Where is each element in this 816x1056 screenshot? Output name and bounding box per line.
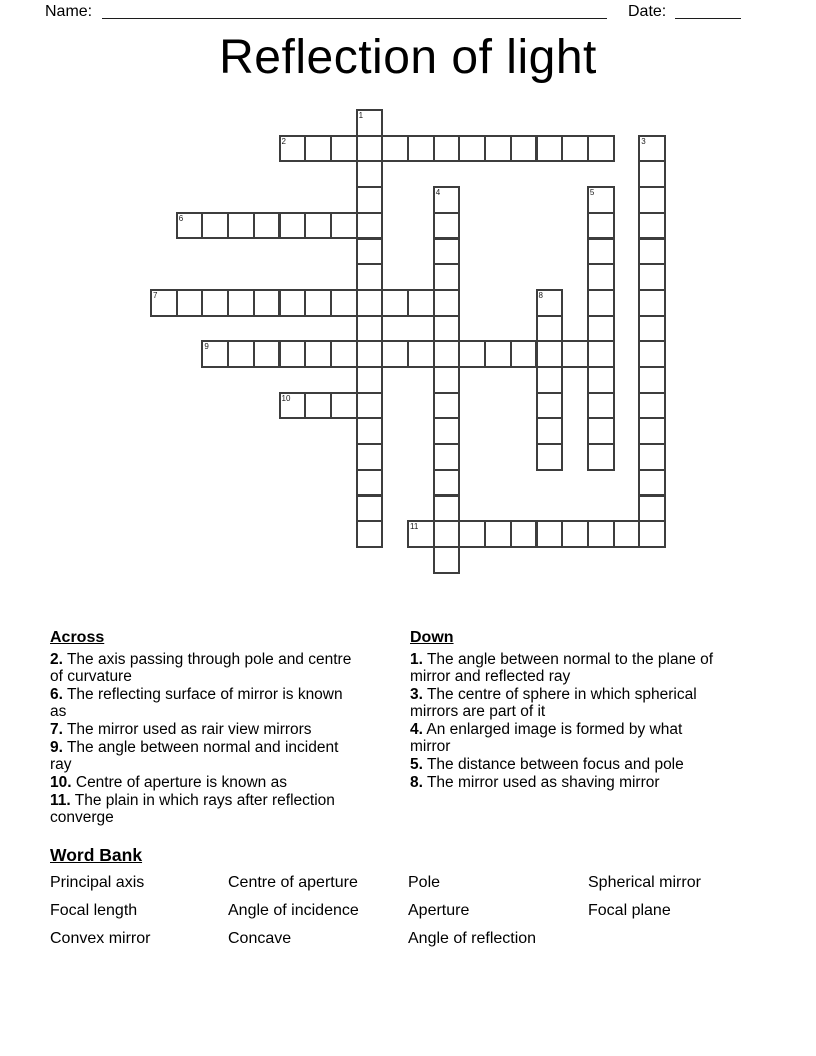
clue: 1. The angle between normal to the plane of mirror and reflected ray	[410, 651, 714, 685]
cell-number: 8	[538, 290, 543, 300]
down-clue-list	[410, 651, 766, 791]
word-bank-item: Concave	[228, 930, 292, 947]
crossword-cell	[587, 212, 615, 240]
crossword-cell	[279, 392, 307, 420]
clue: 6. The reflecting surface of mirror is known as	[50, 686, 343, 720]
crossword-cell	[304, 212, 332, 240]
crossword-cell	[227, 289, 255, 317]
word-bank-item: Angle of incidence	[228, 902, 359, 919]
crossword-cell	[356, 212, 384, 240]
crossword-cell	[407, 135, 435, 163]
clue-number: 8.	[410, 774, 423, 791]
crossword-cell	[356, 392, 384, 420]
word-bank-heading: Word Bank	[50, 845, 143, 865]
crossword-cell	[381, 135, 409, 163]
crossword-cell	[433, 289, 461, 317]
clue: 7. The mirror used as rair view mirrors	[50, 721, 312, 738]
crossword-cell	[613, 520, 641, 548]
crossword-cell	[536, 443, 564, 471]
crossword-cell	[510, 135, 538, 163]
crossword-cell	[536, 392, 564, 420]
crossword-cell	[356, 443, 384, 471]
crossword-cell	[638, 186, 666, 214]
crossword-cell	[638, 495, 666, 523]
clue-number: 6.	[50, 686, 63, 703]
across-clues-section	[50, 628, 400, 827]
crossword-cell	[330, 340, 358, 368]
crossword-cell	[587, 520, 615, 548]
clue: 2. The axis passing through pole and centre of curvature	[50, 651, 352, 685]
crossword-cell	[638, 340, 666, 368]
crossword-cell	[201, 212, 229, 240]
clue-number: 3.	[410, 686, 423, 703]
crossword-cell	[458, 340, 486, 368]
crossword-cell	[638, 315, 666, 343]
across-clue-list	[50, 651, 400, 826]
crossword-cell	[304, 289, 332, 317]
crossword-cell	[484, 135, 512, 163]
crossword-cell	[536, 340, 564, 368]
crossword-cell	[638, 135, 666, 163]
clue: 11. The plain in which rays after reflection converge	[50, 792, 335, 826]
crossword-cell	[407, 289, 435, 317]
word-bank-grid	[50, 869, 701, 953]
crossword-cell	[330, 135, 358, 163]
clue: 9. The angle between normal and incident ray	[50, 739, 339, 773]
crossword-cell	[433, 315, 461, 343]
cell-number: 1	[358, 111, 364, 120]
crossword-cell	[587, 366, 615, 394]
crossword-cell	[638, 212, 666, 240]
crossword-cell	[356, 366, 384, 394]
crossword-cell	[176, 289, 204, 317]
crossword-cell	[587, 263, 615, 291]
cell-number: 5	[589, 188, 595, 198]
crossword-cell	[484, 520, 512, 548]
crossword-cell	[458, 135, 486, 163]
crossword-cell	[561, 340, 589, 368]
crossword-cell	[330, 289, 358, 317]
crossword-cell	[279, 135, 307, 163]
crossword-cell	[638, 263, 666, 291]
word-bank-item: Principal axis	[50, 874, 145, 891]
crossword-cell	[561, 520, 589, 548]
crossword-cell	[433, 366, 461, 394]
cell-number: 11	[410, 522, 419, 532]
word-bank-item: Focal plane	[588, 902, 671, 919]
crossword-cell	[304, 135, 332, 163]
crossword-cell	[356, 417, 384, 445]
crossword-cell	[433, 417, 461, 445]
clue-number: 7.	[50, 721, 63, 738]
crossword-cell	[536, 366, 564, 394]
word-bank-item: Centre of aperture	[228, 874, 358, 891]
clue-number: 5.	[410, 756, 423, 773]
clue-number: 2.	[50, 651, 63, 668]
crossword-cell	[356, 315, 384, 343]
clue: 5. The distance between focus and pole	[410, 756, 684, 773]
crossword-cell	[587, 315, 615, 343]
crossword-cell	[330, 212, 358, 240]
crossword-cell	[356, 289, 384, 317]
crossword-cell	[433, 238, 461, 266]
crossword-cell	[407, 520, 435, 548]
crossword-cell	[304, 392, 332, 420]
crossword-cell	[433, 546, 461, 574]
clue-number: 10.	[50, 774, 72, 791]
crossword-cell	[201, 340, 229, 368]
word-bank-item: Angle of reflection	[408, 930, 537, 947]
crossword-cell	[536, 520, 564, 548]
crossword-cell	[536, 135, 564, 163]
crossword-cell	[227, 212, 255, 240]
crossword-cell	[510, 520, 538, 548]
name-label: Name:	[45, 3, 93, 20]
crossword-cell	[356, 186, 384, 214]
crossword-cell	[381, 340, 409, 368]
crossword-cell	[433, 392, 461, 420]
crossword-cell	[356, 160, 384, 188]
crossword-cell	[176, 212, 204, 240]
word-bank-item: Pole	[408, 874, 441, 891]
crossword-cell	[356, 469, 384, 497]
word-bank-item: Aperture	[408, 902, 470, 919]
crossword-cell	[638, 469, 666, 497]
clue-number: 11.	[50, 792, 71, 809]
crossword-cell	[433, 263, 461, 291]
crossword-cell	[433, 135, 461, 163]
crossword-cell	[330, 392, 358, 420]
crossword-cell	[587, 289, 615, 317]
crossword-cell	[356, 109, 384, 137]
clue: 8. The mirror used as shaving mirror	[410, 774, 660, 791]
clue: 4. An enlarged image is formed by what mirror	[410, 721, 683, 755]
crossword-cell	[638, 366, 666, 394]
crossword-cell	[536, 289, 564, 317]
crossword-cell	[433, 443, 461, 471]
crossword-cell	[253, 212, 281, 240]
crossword-cell	[587, 340, 615, 368]
crossword-cell	[638, 417, 666, 445]
crossword-cell	[536, 315, 564, 343]
clue: 3. The centre of sphere in which spherical mirrors are part of it	[410, 686, 697, 720]
cell-number: 10	[281, 393, 291, 403]
crossword-cell	[356, 135, 384, 163]
crossword-cell	[638, 160, 666, 188]
word-bank-item: Convex mirror	[50, 930, 151, 947]
crossword-cell	[510, 340, 538, 368]
crossword-cell	[253, 340, 281, 368]
crossword-cell	[638, 289, 666, 317]
word-bank-empty-slot	[588, 925, 701, 953]
cell-number: 6	[178, 213, 184, 223]
crossword-cell	[407, 340, 435, 368]
down-clues-section	[410, 628, 766, 792]
crossword-cell	[433, 212, 461, 240]
crossword-cell	[279, 340, 307, 368]
crossword-cell	[356, 238, 384, 266]
crossword-cell	[356, 495, 384, 523]
crossword-cell	[433, 340, 461, 368]
crossword-cell	[536, 417, 564, 445]
date-label: Date:	[628, 3, 667, 20]
crossword-cell	[638, 443, 666, 471]
across-heading: Across	[50, 629, 105, 646]
crossword-cell	[587, 186, 615, 214]
crossword-cell	[638, 392, 666, 420]
crossword-cell	[561, 135, 589, 163]
cell-number: 7	[153, 290, 158, 300]
crossword-cell	[433, 186, 461, 214]
crossword-cell	[433, 520, 461, 548]
crossword-cell	[433, 495, 461, 523]
word-bank-item: Spherical mirror	[588, 874, 701, 891]
clue: 10. Centre of aperture is known as	[50, 774, 287, 791]
crossword-cell	[253, 289, 281, 317]
crossword-cell	[201, 289, 229, 317]
clue-number: 9.	[50, 739, 63, 756]
crossword-cell	[638, 238, 666, 266]
crossword-cell	[587, 135, 615, 163]
cell-number: 4	[435, 188, 441, 198]
crossword-cell	[587, 392, 615, 420]
word-bank-item: Focal length	[50, 902, 138, 919]
crossword-cell	[227, 340, 255, 368]
crossword-cell	[433, 469, 461, 497]
crossword-cell	[638, 520, 666, 548]
clue-number: 1.	[410, 651, 423, 668]
crossword-cell	[304, 340, 332, 368]
crossword-cell	[587, 443, 615, 471]
crossword-cell	[587, 238, 615, 266]
crossword-cell	[484, 340, 512, 368]
crossword-cell	[381, 289, 409, 317]
crossword-cell	[150, 289, 178, 317]
down-heading: Down	[410, 629, 454, 646]
crossword-cell	[458, 520, 486, 548]
cell-number: 2	[281, 136, 286, 146]
crossword-cell	[279, 289, 307, 317]
crossword-cell	[356, 340, 384, 368]
cell-number: 9	[204, 342, 209, 352]
crossword-cell	[356, 263, 384, 291]
crossword-cell	[279, 212, 307, 240]
cell-number: 3	[641, 136, 646, 146]
crossword-cell	[587, 417, 615, 445]
worksheet-title: Reflection of light	[219, 31, 597, 84]
clue-number: 4.	[410, 721, 423, 738]
crossword-cell	[356, 520, 384, 548]
